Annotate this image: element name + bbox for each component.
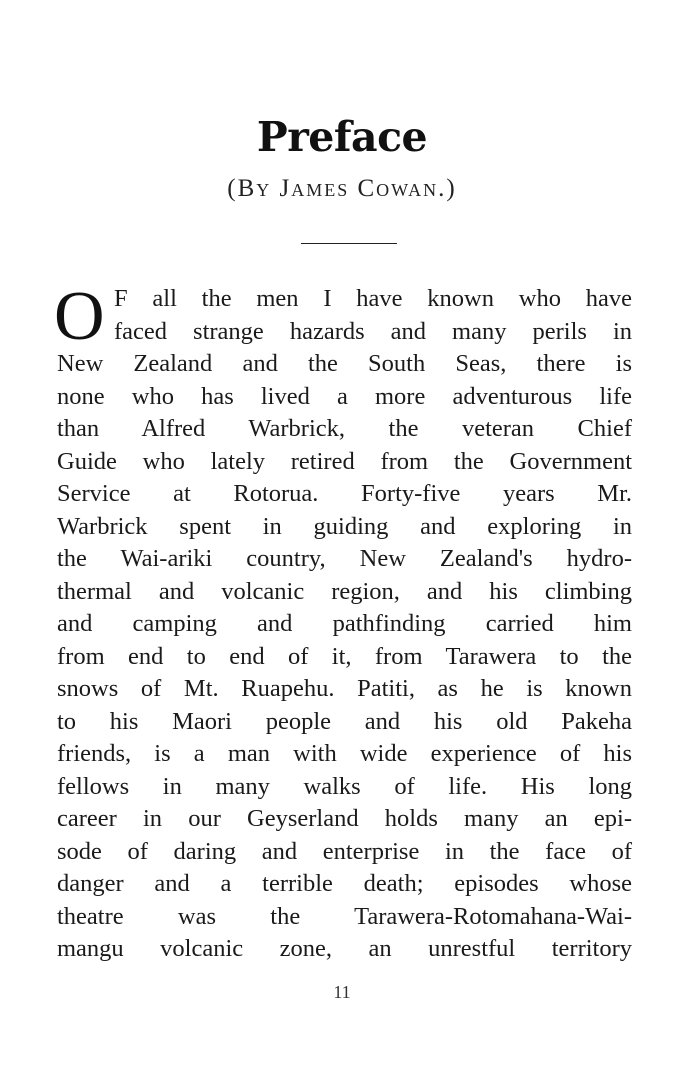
- page-number: 11: [333, 982, 351, 1002]
- text-line: Warbrick spent in guiding and exploring in: [57, 512, 632, 540]
- text-line: from end to end of it, from Tarawera to the: [57, 642, 632, 670]
- text-line: fellows in many walks of life. His long: [57, 772, 632, 800]
- text-line: danger and a terrible death; episodes whose: [57, 870, 632, 897]
- text-line: friends, is a man with wide experience of his: [57, 740, 632, 767]
- text-line: career in our Geyserland holds many an epi-: [57, 805, 632, 832]
- text-line: Guide who lately retired from the Government: [57, 447, 632, 475]
- drop-cap: O: [54, 278, 105, 355]
- byline-author: By James Cowan.: [237, 175, 447, 202]
- text-line: faced strange hazards and many perils in: [114, 317, 632, 345]
- author-byline: [0, 172, 684, 206]
- text-line: theatre was the Tarawera-Rotomahana-Wai-: [57, 902, 632, 930]
- byline-close-paren: ): [446, 175, 457, 202]
- text-line: the Wai-ariki country, New Zealand's hydro-: [57, 545, 632, 572]
- text-line: mangu volcanic zone, an unrestful territory: [57, 935, 632, 962]
- text-line: to his Maori people and his old Pakeha: [57, 707, 632, 735]
- text-line: Service at Rotorua. Forty-five years Mr.: [57, 480, 632, 507]
- page-title: Preface: [256, 113, 428, 161]
- byline-open-paren: (: [227, 175, 238, 202]
- text-line: thermal and volcanic region, and his climbing: [57, 577, 632, 605]
- text-line: than Alfred Warbrick, the veteran Chief: [57, 415, 632, 442]
- text-line: none who has lived a more adventurous life: [57, 382, 632, 410]
- text-line: snows of Mt. Ruapehu. Patiti, as he is known: [57, 675, 632, 702]
- text-line: sode of daring and enterprise in the face of: [57, 837, 632, 865]
- section-divider: [301, 243, 397, 244]
- preface-body: [57, 283, 632, 966]
- text-line: New Zealand and the South Seas, there is: [57, 350, 632, 377]
- text-line: and camping and pathfinding carried him: [57, 610, 632, 637]
- text-line: F all the men I have known who have: [114, 285, 632, 312]
